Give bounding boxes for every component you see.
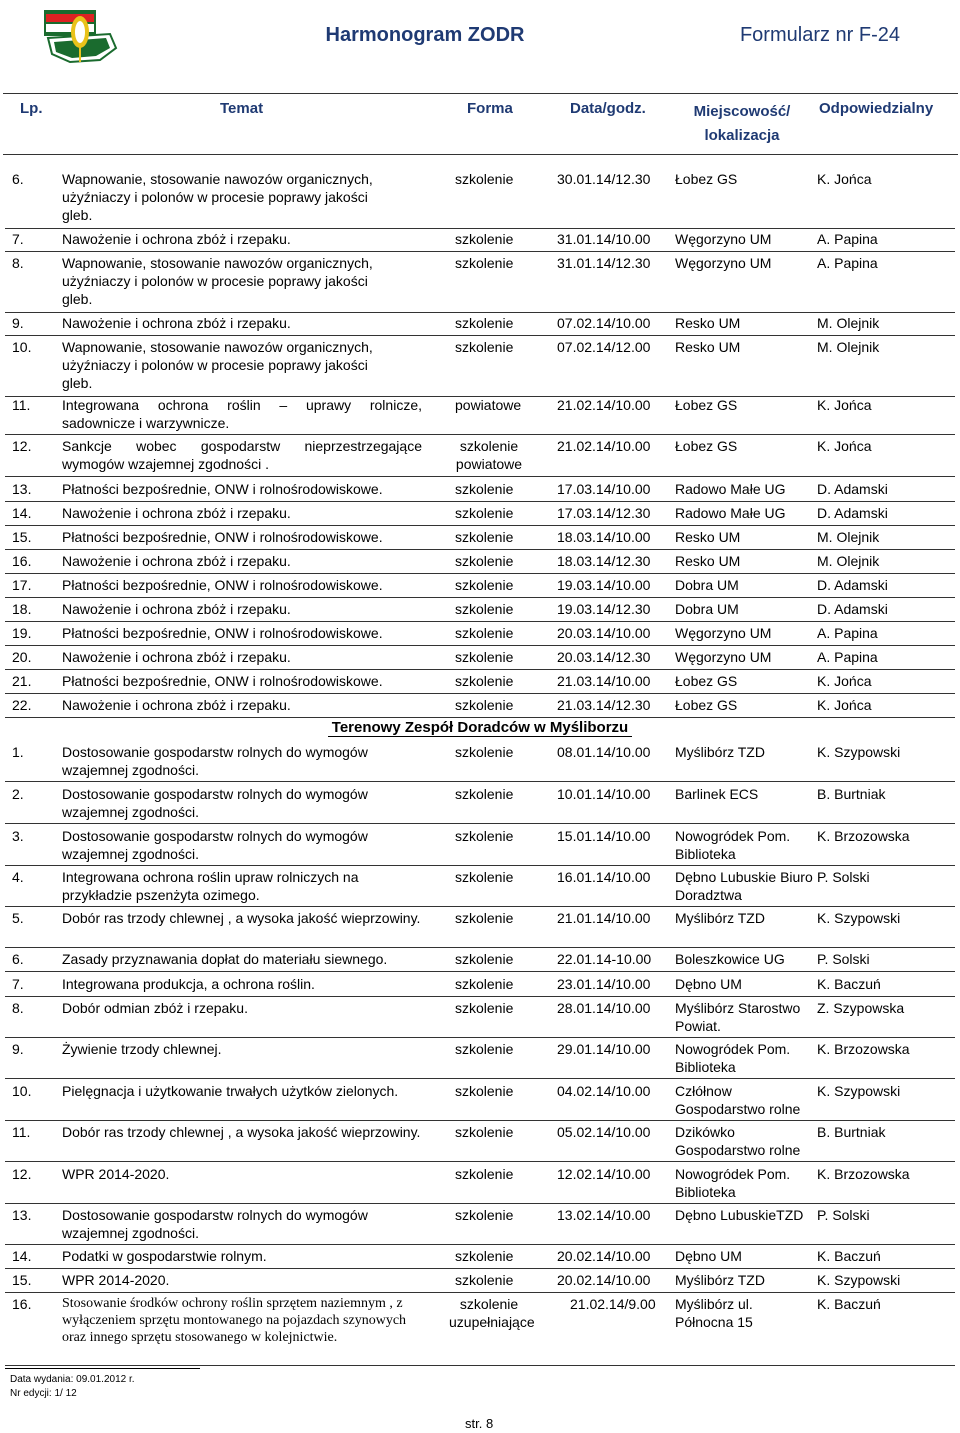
row-temat: Dostosowanie gospodarstw rolnych do wymogów wzajemnej zgodności. bbox=[62, 744, 368, 778]
row-data: 04.02.14/10.00 bbox=[557, 1083, 651, 1099]
row-data: 19.03.14/10.00 bbox=[557, 577, 651, 593]
row-miejsce: Barlinek ECS bbox=[675, 786, 759, 802]
row-lp: 9. bbox=[12, 1041, 24, 1057]
row-lp: 11. bbox=[12, 1124, 31, 1140]
row-lp: 3. bbox=[12, 828, 24, 844]
row-lp: 6. bbox=[12, 171, 24, 187]
row-temat: Żywienie trzody chlewnej. bbox=[62, 1041, 222, 1057]
row-lp: 4. bbox=[12, 869, 24, 885]
col-temat: Temat bbox=[220, 100, 264, 117]
row-forma: powiatowe bbox=[455, 397, 522, 413]
row-forma: szkolenie bbox=[455, 649, 514, 665]
row-odpowiedzialny: K. Jońca bbox=[817, 673, 872, 689]
row-temat: Wapnowanie, stosowanie nawozów organicznych, użyźniaczy i polonów w procesie poprawy jakości gleb. bbox=[62, 255, 373, 307]
row-temat: Integrowana produkcja, a ochrona roślin. bbox=[62, 976, 315, 992]
row-odpowiedzialny: A. Papina bbox=[817, 231, 878, 247]
row-temat: Integrowana ochrona roślin – uprawy rolnicze, sadownicze i warzywnicze. bbox=[62, 397, 422, 431]
row-miejsce: Dzikówko Gospodarstwo rolne bbox=[675, 1124, 801, 1158]
table-row bbox=[5, 868, 955, 907]
row-data: 07.02.14/10.00 bbox=[557, 315, 651, 331]
row-data: 30.01.14/12.30 bbox=[557, 171, 651, 187]
row-lp: 2. bbox=[12, 786, 24, 802]
row-temat: Płatności bezpośrednie, ONW i rolnośrodowiskowe. bbox=[62, 529, 383, 545]
table-row bbox=[5, 1082, 955, 1121]
table-header bbox=[3, 93, 958, 155]
row-lp: 7. bbox=[12, 976, 24, 992]
row-lp: 7. bbox=[12, 231, 24, 247]
row-odpowiedzialny: M. Olejnik bbox=[817, 339, 880, 355]
organization-logo bbox=[40, 4, 120, 68]
row-miejsce: Łobez GS bbox=[675, 697, 738, 713]
row-data: 15.01.14/10.00 bbox=[557, 828, 651, 844]
row-temat: Płatności bezpośrednie, ONW i rolnośrodowiskowe. bbox=[62, 673, 383, 689]
row-temat: Nawożenie i ochrona zbóż i rzepaku. bbox=[62, 649, 291, 665]
edition-number: Nr edycji: 1/ 12 bbox=[10, 1388, 77, 1399]
row-data: 20.02.14/10.00 bbox=[557, 1272, 651, 1288]
row-temat: Płatności bezpośrednie, ONW i rolnośrodowiskowe. bbox=[62, 577, 383, 593]
row-temat: Dostosowanie gospodarstw rolnych do wymogów wzajemnej zgodności. bbox=[62, 828, 368, 862]
row-lp: 19. bbox=[12, 625, 32, 641]
table-row bbox=[5, 338, 955, 397]
row-temat: Dobór odmian zbóż i rzepaku. bbox=[62, 1000, 248, 1016]
row-forma: szkolenie bbox=[455, 910, 514, 926]
table-row bbox=[5, 1295, 955, 1366]
table-row bbox=[5, 528, 955, 550]
col-lp: Lp. bbox=[20, 100, 43, 117]
row-data: 21.03.14/10.00 bbox=[557, 673, 651, 689]
row-data: 05.02.14/10.00 bbox=[557, 1124, 651, 1140]
row-miejsce: Resko UM bbox=[675, 315, 741, 331]
row-lp: 11. bbox=[12, 397, 31, 413]
table-row bbox=[5, 648, 955, 670]
row-lp: 12. bbox=[12, 438, 32, 454]
row-temat: Dostosowanie gospodarstw rolnych do wymogów wzajemnej zgodności. bbox=[62, 786, 368, 820]
footer-divider bbox=[5, 1368, 200, 1369]
row-miejsce: Dębno LubuskieTZD bbox=[675, 1207, 804, 1223]
table-row bbox=[5, 624, 955, 646]
row-data: 08.01.14/10.00 bbox=[557, 744, 651, 760]
row-lp: 15. bbox=[12, 1272, 32, 1288]
row-forma: szkolenie bbox=[455, 951, 514, 967]
row-temat: WPR 2014-2020. bbox=[62, 1166, 170, 1182]
row-forma: szkolenie bbox=[455, 1272, 514, 1288]
issue-date: Data wydania: 09.01.2012 r. bbox=[10, 1374, 135, 1385]
row-lp: 14. bbox=[12, 505, 32, 521]
row-odpowiedzialny: K. Baczuń bbox=[817, 976, 881, 992]
row-odpowiedzialny: B. Burtniak bbox=[817, 1124, 886, 1140]
table-row bbox=[5, 1123, 955, 1162]
form-number bbox=[700, 24, 940, 47]
row-data: 16.01.14/10.00 bbox=[557, 869, 651, 885]
row-lp: 20. bbox=[12, 649, 32, 665]
row-data: 20.03.14/10.00 bbox=[557, 625, 651, 641]
row-odpowiedzialny: K. Szypowski bbox=[817, 744, 901, 760]
col-miejscowosc-line2: lokalizacja bbox=[704, 127, 780, 144]
row-lp: 18. bbox=[12, 601, 32, 617]
row-forma: szkolenie bbox=[455, 976, 514, 992]
row-odpowiedzialny: K. Szypowski bbox=[817, 1272, 901, 1288]
row-data: 28.01.14/10.00 bbox=[557, 1000, 651, 1016]
row-lp: 12. bbox=[12, 1166, 32, 1182]
row-lp: 5. bbox=[12, 910, 24, 926]
row-data: 12.02.14/10.00 bbox=[557, 1166, 651, 1182]
page-number: str. 8 bbox=[465, 1416, 494, 1431]
row-odpowiedzialny: K. Jońca bbox=[817, 697, 872, 713]
row-miejsce: Łobez GS bbox=[675, 438, 738, 454]
row-temat: Zasady przyznawania dopłat do materiału siewnego. bbox=[62, 951, 388, 967]
table-row bbox=[5, 396, 955, 435]
row-data: 31.01.14/12.30 bbox=[557, 255, 651, 271]
col-data: Data/godz. bbox=[570, 100, 646, 117]
row-miejsce: Węgorzyno UM bbox=[675, 625, 772, 641]
row-data: 19.03.14/12.30 bbox=[557, 601, 651, 617]
row-lp: 13. bbox=[12, 481, 32, 497]
row-miejsce: Łobez GS bbox=[675, 673, 738, 689]
table-row bbox=[5, 1206, 955, 1245]
row-miejsce: Człółnow Gospodarstwo rolne bbox=[675, 1083, 801, 1117]
table-row bbox=[5, 696, 955, 718]
row-forma: szkolenie bbox=[455, 171, 514, 187]
col-miejscowosc-line1: Miejscowość/ bbox=[693, 103, 791, 120]
row-forma: szkolenie bbox=[455, 744, 514, 760]
row-miejsce: Nowogródek Pom. Biblioteka bbox=[675, 1166, 791, 1200]
row-lp: 15. bbox=[12, 529, 32, 545]
row-miejsce: Resko UM bbox=[675, 553, 741, 569]
row-forma: szkolenie bbox=[455, 1000, 514, 1016]
row-odpowiedzialny: P. Solski bbox=[817, 1207, 870, 1223]
row-miejsce: Myślibórz TZD bbox=[675, 1272, 765, 1288]
row-temat: Podatki w gospodarstwie rolnym. bbox=[62, 1248, 267, 1264]
row-data: 20.02.14/10.00 bbox=[557, 1248, 651, 1264]
table-row bbox=[5, 909, 955, 948]
row-forma: szkolenie bbox=[455, 786, 514, 802]
row-forma: szkolenie bbox=[455, 529, 514, 545]
row-temat: Dostosowanie gospodarstw rolnych do wymogów wzajemnej zgodności. bbox=[62, 1207, 368, 1241]
table-row bbox=[5, 170, 955, 229]
row-data: 31.01.14/10.00 bbox=[557, 231, 651, 247]
row-odpowiedzialny: K. Brzozowska bbox=[817, 1166, 910, 1182]
row-odpowiedzialny: K. Jońca bbox=[817, 438, 872, 454]
row-odpowiedzialny: D. Adamski bbox=[817, 601, 888, 617]
row-forma: szkolenie bbox=[455, 1248, 514, 1264]
row-miejsce: Resko UM bbox=[675, 339, 741, 355]
row-data: 10.01.14/10.00 bbox=[557, 786, 651, 802]
table-row bbox=[5, 504, 955, 526]
row-lp: 10. bbox=[12, 1083, 32, 1099]
row-miejsce: Myślibórz TZD bbox=[675, 744, 765, 760]
row-lp: 16. bbox=[12, 1296, 32, 1312]
table-row bbox=[5, 1165, 955, 1204]
row-odpowiedzialny: Z. Szypowska bbox=[817, 1000, 905, 1016]
row-miejsce: Myślibórz Starostwo Powiat. bbox=[675, 1000, 801, 1034]
row-forma: szkolenie bbox=[455, 673, 514, 689]
table-row bbox=[5, 576, 955, 598]
section-title-text: Terenowy Zespół Doradców w Myśliborzu bbox=[328, 719, 632, 737]
table-row bbox=[5, 437, 955, 477]
table-row bbox=[5, 999, 955, 1038]
row-miejsce: Myślibórz ul. Północna 15 bbox=[675, 1296, 753, 1330]
row-forma: szkolenie bbox=[455, 577, 514, 593]
row-odpowiedzialny: M. Olejnik bbox=[817, 553, 880, 569]
form-label: Formularz nr bbox=[739, 24, 854, 46]
row-miejsce: Łobez GS bbox=[675, 171, 738, 187]
row-temat: Integrowana ochrona roślin upraw rolniczych na przykładzie pszenżyta ozimego. bbox=[62, 869, 359, 903]
row-forma: szkolenie uzupełniające bbox=[449, 1296, 535, 1330]
table-row bbox=[5, 1271, 955, 1293]
row-data: 20.03.14/12.30 bbox=[557, 649, 651, 665]
row-forma: szkolenie bbox=[455, 1124, 514, 1140]
row-odpowiedzialny: A. Papina bbox=[817, 625, 878, 641]
row-odpowiedzialny: D. Adamski bbox=[817, 505, 888, 521]
row-temat: WPR 2014-2020. bbox=[62, 1272, 170, 1288]
row-miejsce: Węgorzyno UM bbox=[675, 649, 772, 665]
row-lp: 21. bbox=[12, 673, 32, 689]
row-forma: szkolenie bbox=[455, 625, 514, 641]
row-lp: 9. bbox=[12, 315, 24, 331]
row-odpowiedzialny: P. Solski bbox=[817, 869, 870, 885]
table-row bbox=[5, 1247, 955, 1269]
row-lp: 10. bbox=[12, 339, 32, 355]
row-forma: szkolenie powiatowe bbox=[455, 438, 523, 472]
row-forma: szkolenie bbox=[455, 553, 514, 569]
section-title bbox=[0, 719, 960, 736]
row-forma: szkolenie bbox=[455, 231, 514, 247]
row-forma: szkolenie bbox=[455, 828, 514, 844]
table-row bbox=[5, 827, 955, 866]
row-data: 21.02.14/10.00 bbox=[557, 397, 651, 413]
row-temat: Płatności bezpośrednie, ONW i rolnośrodowiskowe. bbox=[62, 481, 383, 497]
row-data: 17.03.14/12.30 bbox=[557, 505, 651, 521]
form-code: F-24 bbox=[858, 24, 901, 46]
table-row bbox=[5, 600, 955, 622]
col-odpowiedzialny: Odpowiedzialny bbox=[819, 100, 934, 117]
row-miejsce: Dobra UM bbox=[675, 577, 739, 593]
row-lp: 17. bbox=[12, 577, 32, 593]
row-forma: szkolenie bbox=[455, 505, 514, 521]
row-miejsce: Radowo Małe UG bbox=[675, 505, 786, 521]
row-miejsce: Nowogródek Pom. Biblioteka bbox=[675, 1041, 791, 1075]
document-title: Harmonogram ZODR bbox=[325, 24, 525, 46]
row-data: 22.01.14-10.00 bbox=[557, 951, 652, 967]
row-miejsce: Boleszkowice UG bbox=[675, 951, 785, 967]
col-forma: Forma bbox=[467, 100, 513, 117]
row-temat: Wapnowanie, stosowanie nawozów organicznych, użyźniaczy i polonów w procesie poprawy jakości gleb. bbox=[62, 339, 373, 391]
row-data: 18.03.14/10.00 bbox=[557, 529, 651, 545]
row-data: 21.02.14/9.00 bbox=[570, 1296, 656, 1312]
row-data: 18.03.14/12.30 bbox=[557, 553, 651, 569]
row-odpowiedzialny: M. Olejnik bbox=[817, 315, 880, 331]
row-odpowiedzialny: K. Jońca bbox=[817, 397, 872, 413]
row-odpowiedzialny: P. Solski bbox=[817, 951, 870, 967]
row-miejsce: Węgorzyno UM bbox=[675, 231, 772, 247]
row-odpowiedzialny: K. Brzozowska bbox=[817, 828, 910, 844]
row-data: 21.01.14/10.00 bbox=[557, 910, 651, 926]
row-miejsce: Radowo Małe UG bbox=[675, 481, 786, 497]
row-data: 29.01.14/10.00 bbox=[557, 1041, 651, 1057]
table-row bbox=[5, 552, 955, 574]
row-temat: Wapnowanie, stosowanie nawozów organicznych, użyźniaczy i polonów w procesie poprawy jakości gleb. bbox=[62, 171, 373, 223]
row-miejsce: Myślibórz TZD bbox=[675, 910, 765, 926]
table-row bbox=[5, 672, 955, 694]
row-temat: Nawożenie i ochrona zbóż i rzepaku. bbox=[62, 601, 291, 617]
row-data: 13.02.14/10.00 bbox=[557, 1207, 651, 1223]
row-data: 07.02.14/12.00 bbox=[557, 339, 651, 355]
row-miejsce: Dębno UM bbox=[675, 976, 742, 992]
table-row bbox=[5, 975, 955, 997]
row-miejsce: Łobez GS bbox=[675, 397, 738, 413]
row-data: 21.03.14/12.30 bbox=[557, 697, 651, 713]
row-forma: szkolenie bbox=[455, 315, 514, 331]
row-odpowiedzialny: K. Baczuń bbox=[817, 1248, 881, 1264]
row-miejsce: Resko UM bbox=[675, 529, 741, 545]
row-forma: szkolenie bbox=[455, 339, 514, 355]
row-lp: 14. bbox=[12, 1248, 32, 1264]
row-miejsce: Dobra UM bbox=[675, 601, 739, 617]
row-temat: Dobór ras trzody chlewnej , a wysoka jakość wieprzowiny. bbox=[62, 910, 421, 926]
table-row bbox=[5, 1040, 955, 1079]
table-row bbox=[5, 950, 955, 972]
row-lp: 16. bbox=[12, 553, 32, 569]
row-data: 21.02.14/10.00 bbox=[557, 438, 651, 454]
row-temat: Nawożenie i ochrona zbóż i rzepaku. bbox=[62, 553, 291, 569]
row-odpowiedzialny: K. Brzozowska bbox=[817, 1041, 910, 1057]
table-row bbox=[5, 785, 955, 824]
row-odpowiedzialny: B. Burtniak bbox=[817, 786, 886, 802]
row-forma: szkolenie bbox=[455, 1166, 514, 1182]
row-temat: Nawożenie i ochrona zbóż i rzepaku. bbox=[62, 315, 291, 331]
row-miejsce: Węgorzyno UM bbox=[675, 255, 772, 271]
row-miejsce: Dębno Lubuskie Biuro Doradztwa bbox=[675, 869, 813, 903]
row-temat: Pielęgnacja i użytkowanie trwałych użytków zielonych. bbox=[62, 1083, 399, 1099]
row-odpowiedzialny: K. Jońca bbox=[817, 171, 872, 187]
row-odpowiedzialny: A. Papina bbox=[817, 255, 878, 271]
row-odpowiedzialny: D. Adamski bbox=[817, 481, 888, 497]
table-row bbox=[5, 230, 955, 252]
row-odpowiedzialny: K. Baczuń bbox=[817, 1296, 881, 1312]
row-temat: Nawożenie i ochrona zbóż i rzepaku. bbox=[62, 697, 291, 713]
row-forma: szkolenie bbox=[455, 1041, 514, 1057]
row-lp: 8. bbox=[12, 255, 24, 271]
table-row bbox=[5, 254, 955, 313]
col-miejscowosc bbox=[688, 100, 796, 148]
row-forma: szkolenie bbox=[455, 1083, 514, 1099]
row-data: 23.01.14/10.00 bbox=[557, 976, 651, 992]
row-forma: szkolenie bbox=[455, 601, 514, 617]
row-temat: Sankcje wobec gospodarstw nieprzestrzegające wymogów wzajemnej zgodności . bbox=[62, 438, 422, 472]
row-miejsce: Nowogródek Pom. Biblioteka bbox=[675, 828, 791, 862]
table-row bbox=[5, 743, 955, 782]
row-temat: Stosowanie środków ochrony roślin sprzętem naziemnym , z wyłączeniem sprzętu montowanego na pojazdach szynowych oraz innego sprzętu stosowanego w kolejnictwie. bbox=[62, 1296, 407, 1345]
row-forma: szkolenie bbox=[455, 255, 514, 271]
row-forma: szkolenie bbox=[455, 697, 514, 713]
row-lp: 6. bbox=[12, 951, 24, 967]
table-row bbox=[5, 314, 955, 336]
row-odpowiedzialny: K. Szypowski bbox=[817, 910, 901, 926]
row-miejsce: Dębno UM bbox=[675, 1248, 742, 1264]
row-lp: 8. bbox=[12, 1000, 24, 1016]
row-temat: Nawożenie i ochrona zbóż i rzepaku. bbox=[62, 231, 291, 247]
row-temat: Płatności bezpośrednie, ONW i rolnośrodowiskowe. bbox=[62, 625, 383, 641]
row-lp: 13. bbox=[12, 1207, 32, 1223]
row-forma: szkolenie bbox=[455, 1207, 514, 1223]
table-row bbox=[5, 480, 955, 502]
row-forma: szkolenie bbox=[455, 869, 514, 885]
row-forma: szkolenie bbox=[455, 481, 514, 497]
row-odpowiedzialny: A. Papina bbox=[817, 649, 878, 665]
row-odpowiedzialny: D. Adamski bbox=[817, 577, 888, 593]
row-temat: Dobór ras trzody chlewnej , a wysoka jakość wieprzowiny. bbox=[62, 1124, 421, 1140]
row-lp: 22. bbox=[12, 697, 32, 713]
row-lp: 1. bbox=[12, 744, 24, 760]
row-odpowiedzialny: K. Szypowski bbox=[817, 1083, 901, 1099]
row-temat: Nawożenie i ochrona zbóż i rzepaku. bbox=[62, 505, 291, 521]
row-odpowiedzialny: M. Olejnik bbox=[817, 529, 880, 545]
row-data: 17.03.14/10.00 bbox=[557, 481, 651, 497]
